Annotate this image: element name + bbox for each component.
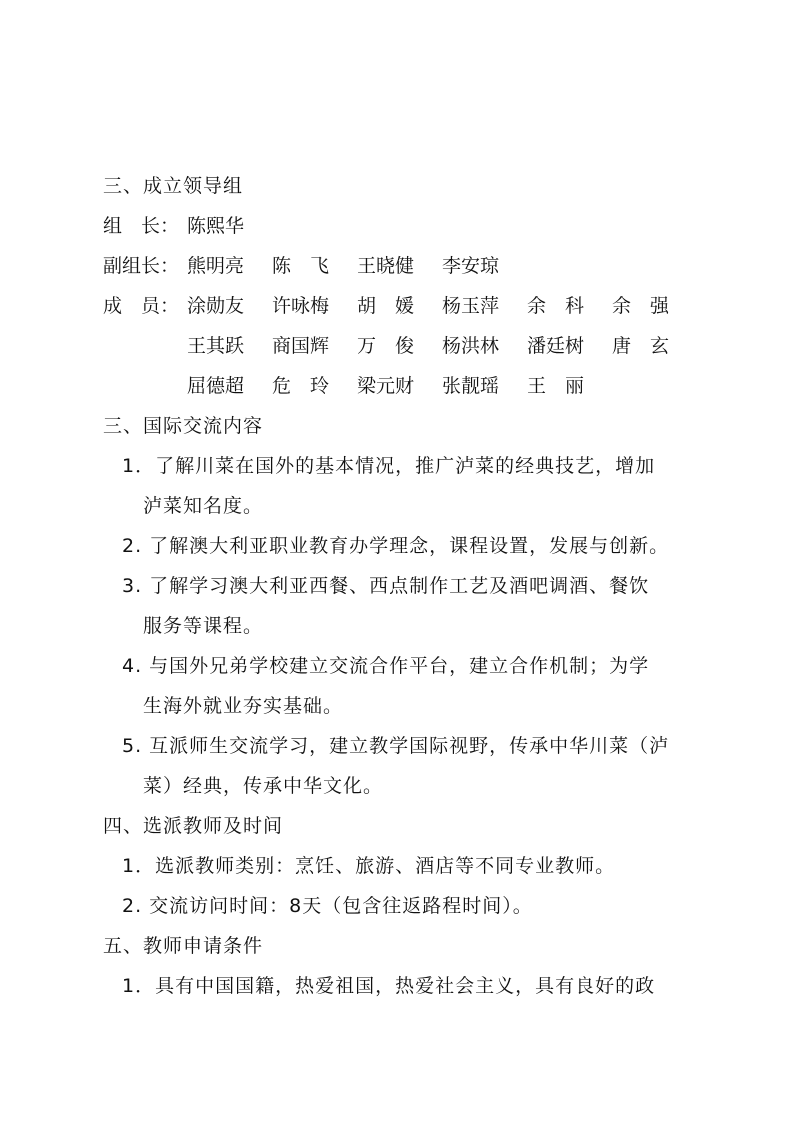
members-label: 成 员： xyxy=(103,295,180,317)
leader-name xyxy=(187,213,272,239)
leader-name-text: 陈熙华 xyxy=(187,215,245,237)
selection-item-1: 1．选派教师类别：烹饪、旅游、酒店等不同专业教师。 xyxy=(122,855,616,877)
exchange-item-2: 2. 了解澳大利亚职业教育办学理念，课程设置，发展与创新。 xyxy=(122,535,670,557)
exchange-item-3-cont: 服务等课程。 xyxy=(143,615,264,637)
leader-label: 组 长： xyxy=(103,215,180,237)
selection-item-2: 2. 交流访问时间：8天（包含往返路程时间）。 xyxy=(122,895,533,917)
member-name: 余 科 xyxy=(527,295,585,317)
members-row-3 xyxy=(187,373,612,399)
member-name: 商国辉 xyxy=(272,335,330,357)
member-name: 张靓瑶 xyxy=(442,375,500,397)
member-name: 梁元财 xyxy=(357,375,415,397)
member-name: 涂勋友 xyxy=(187,295,245,317)
condition-item-1: 1．具有中国国籍，热爱祖国，热爱社会主义，具有良好的政 xyxy=(122,975,656,997)
deputy-names xyxy=(187,253,527,279)
section-title-leadership-group: 三、成立领导组 xyxy=(103,175,244,197)
section-title-teacher-selection: 四、选派教师及时间 xyxy=(103,815,284,837)
members-row-2 xyxy=(187,333,697,359)
exchange-item-1: 1．了解川菜在国外的基本情况，推广泸菜的经典技艺，增加 xyxy=(122,455,656,477)
member-name: 王其跃 xyxy=(187,335,245,357)
deputy-name: 李安琼 xyxy=(442,255,500,277)
member-name: 唐 玄 xyxy=(612,335,670,357)
exchange-item-1-cont: 泸菜知名度。 xyxy=(143,495,264,517)
exchange-item-3: 3. 了解学习澳大利亚西餐、西点制作工艺及酒吧调酒、餐饮 xyxy=(122,575,650,597)
deputy-name: 陈 飞 xyxy=(272,255,330,277)
member-name: 余 强 xyxy=(612,295,670,317)
member-name: 危 玲 xyxy=(272,375,330,397)
members-row-1 xyxy=(187,293,697,319)
deputy-label: 副组长： xyxy=(103,255,180,277)
exchange-item-4-cont: 生海外就业夯实基础。 xyxy=(143,695,344,717)
member-name: 王 丽 xyxy=(527,375,585,397)
deputy-name: 王晓健 xyxy=(357,255,415,277)
exchange-item-5-cont: 菜）经典，传承中华文化。 xyxy=(143,775,384,797)
deputy-name: 熊明亮 xyxy=(187,255,245,277)
member-name: 杨玉萍 xyxy=(442,295,500,317)
member-name: 潘廷树 xyxy=(527,335,585,357)
member-name: 许咏梅 xyxy=(272,295,330,317)
exchange-item-5: 5. 互派师生交流学习，建立教学国际视野，传承中华川菜（泸 xyxy=(122,735,670,757)
member-name: 杨洪林 xyxy=(442,335,500,357)
exchange-item-4: 4. 与国外兄弟学校建立交流合作平台，建立合作机制；为学 xyxy=(122,655,650,677)
section-title-application-conditions: 五、教师申请条件 xyxy=(103,935,264,957)
member-name: 胡 媛 xyxy=(357,295,415,317)
section-title-exchange-content: 三、国际交流内容 xyxy=(103,415,264,437)
member-name: 万 俊 xyxy=(357,335,415,357)
member-name: 屈德超 xyxy=(187,375,245,397)
